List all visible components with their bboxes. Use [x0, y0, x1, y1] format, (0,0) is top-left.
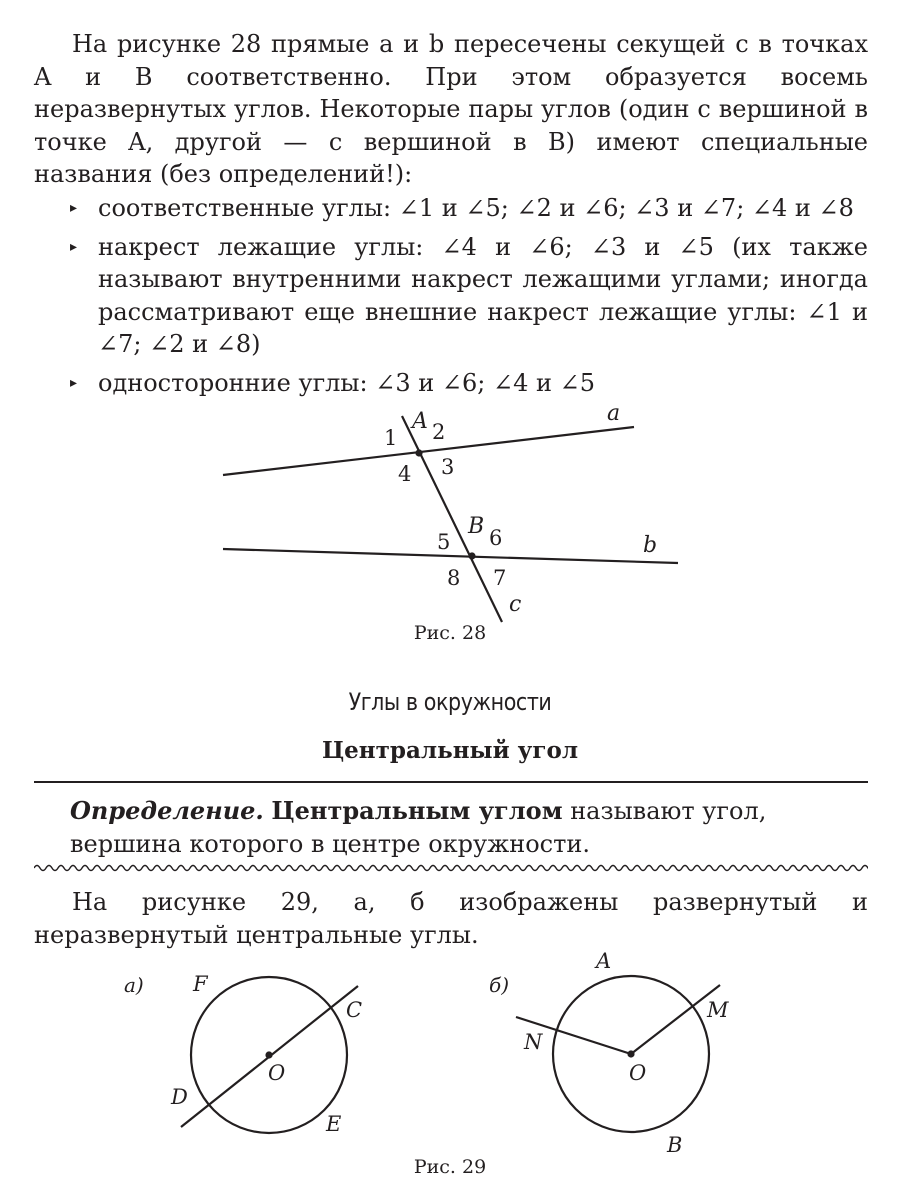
list-item-text: односторонние углы: ∠3 и ∠6; ∠4 и ∠5 [98, 368, 595, 397]
intro-paragraph: На рисунке 28 прямые a и b пересечены секущей c в точках A и B соответственно. При этом образуется восемь неразвернутых углов. Некоторые пары углов (один с вершиной в точке A, другой — с вершиной в B) имеют специальные названия (без определений!): [34, 30, 869, 188]
fig29b-label-O: O [629, 1061, 647, 1085]
label-point-A: A [412, 409, 428, 434]
line-a [223, 427, 634, 475]
fig29a-label-C: C [346, 998, 363, 1022]
figure-29 [0, 945, 900, 1160]
angle-label-5: 5 [437, 530, 451, 554]
list-item-text: накрест лежащие углы: ∠4 и ∠6; ∠3 и ∠5 (их также называют внутренними накрест лежащими углами; иногда рассматривают еще внешние накрест лежащие углы: ∠1 и ∠7; ∠2 и ∠8) [98, 232, 868, 358]
label-line-c: c [509, 592, 522, 617]
fig29a-tag: а) [124, 973, 144, 997]
definition-box [70, 795, 868, 860]
bullet-marker-icon: ▸ [70, 200, 78, 216]
line-b [223, 549, 678, 563]
bullet-marker-icon: ▸ [70, 238, 78, 255]
fig29b-label-M: M [707, 998, 729, 1022]
subsection-title: Центральный угол [321, 737, 579, 764]
definition-term: Центральным углом [271, 796, 563, 825]
bullet-marker-icon: ▸ [70, 374, 78, 391]
figure-28 [0, 395, 900, 655]
list-item-text: соответственные углы: ∠1 и ∠5; ∠2 и ∠6; ∠3 и ∠7; ∠4 и ∠8 [98, 194, 854, 222]
angle-label-3: 3 [441, 455, 455, 479]
figure-29-intro: На рисунке 29, а, б изображены развернутый и неразвернутый центральные углы. [34, 888, 868, 949]
angle-label-8: 8 [447, 566, 461, 590]
section-title: Углы в окружности [348, 688, 552, 716]
list-item [70, 231, 868, 361]
label-line-a: a [607, 401, 621, 426]
line-c [402, 416, 502, 622]
list-item [70, 192, 868, 225]
angle-label-4: 4 [398, 462, 412, 486]
fig29b-label-A: A [596, 949, 612, 973]
label-point-B: B [468, 514, 485, 539]
fig29a-label-D: D [171, 1085, 188, 1109]
fig29b-label-N: N [524, 1030, 543, 1054]
definition-top-rule [34, 781, 868, 783]
fig29a-label-E: E [326, 1112, 342, 1136]
angle-label-2: 2 [432, 420, 446, 444]
angle-label-6: 6 [489, 526, 503, 550]
definition-text: называют угол, вершина которого в центре окружности. [70, 797, 767, 858]
angle-label-7: 7 [493, 566, 507, 590]
fig29b-label-B: B [667, 1133, 683, 1157]
angle-label-1: 1 [384, 426, 398, 450]
point-B-dot [468, 552, 475, 559]
fig29a-label-F: F [193, 972, 208, 996]
figure-29-caption: Рис. 29 [413, 1156, 487, 1178]
fig29a-center-dot [265, 1051, 272, 1058]
point-A-dot [415, 449, 422, 456]
fig29b-tag: б) [489, 973, 510, 997]
angle-pairs-list [70, 192, 868, 399]
label-line-b: b [643, 533, 658, 558]
fig29a-label-O: O [268, 1061, 286, 1085]
fig29b-center-dot [627, 1050, 634, 1057]
definition-wavy-rule [34, 862, 868, 874]
figure-28-caption: Рис. 28 [413, 622, 487, 644]
definition-lead: Определение. [70, 796, 264, 825]
